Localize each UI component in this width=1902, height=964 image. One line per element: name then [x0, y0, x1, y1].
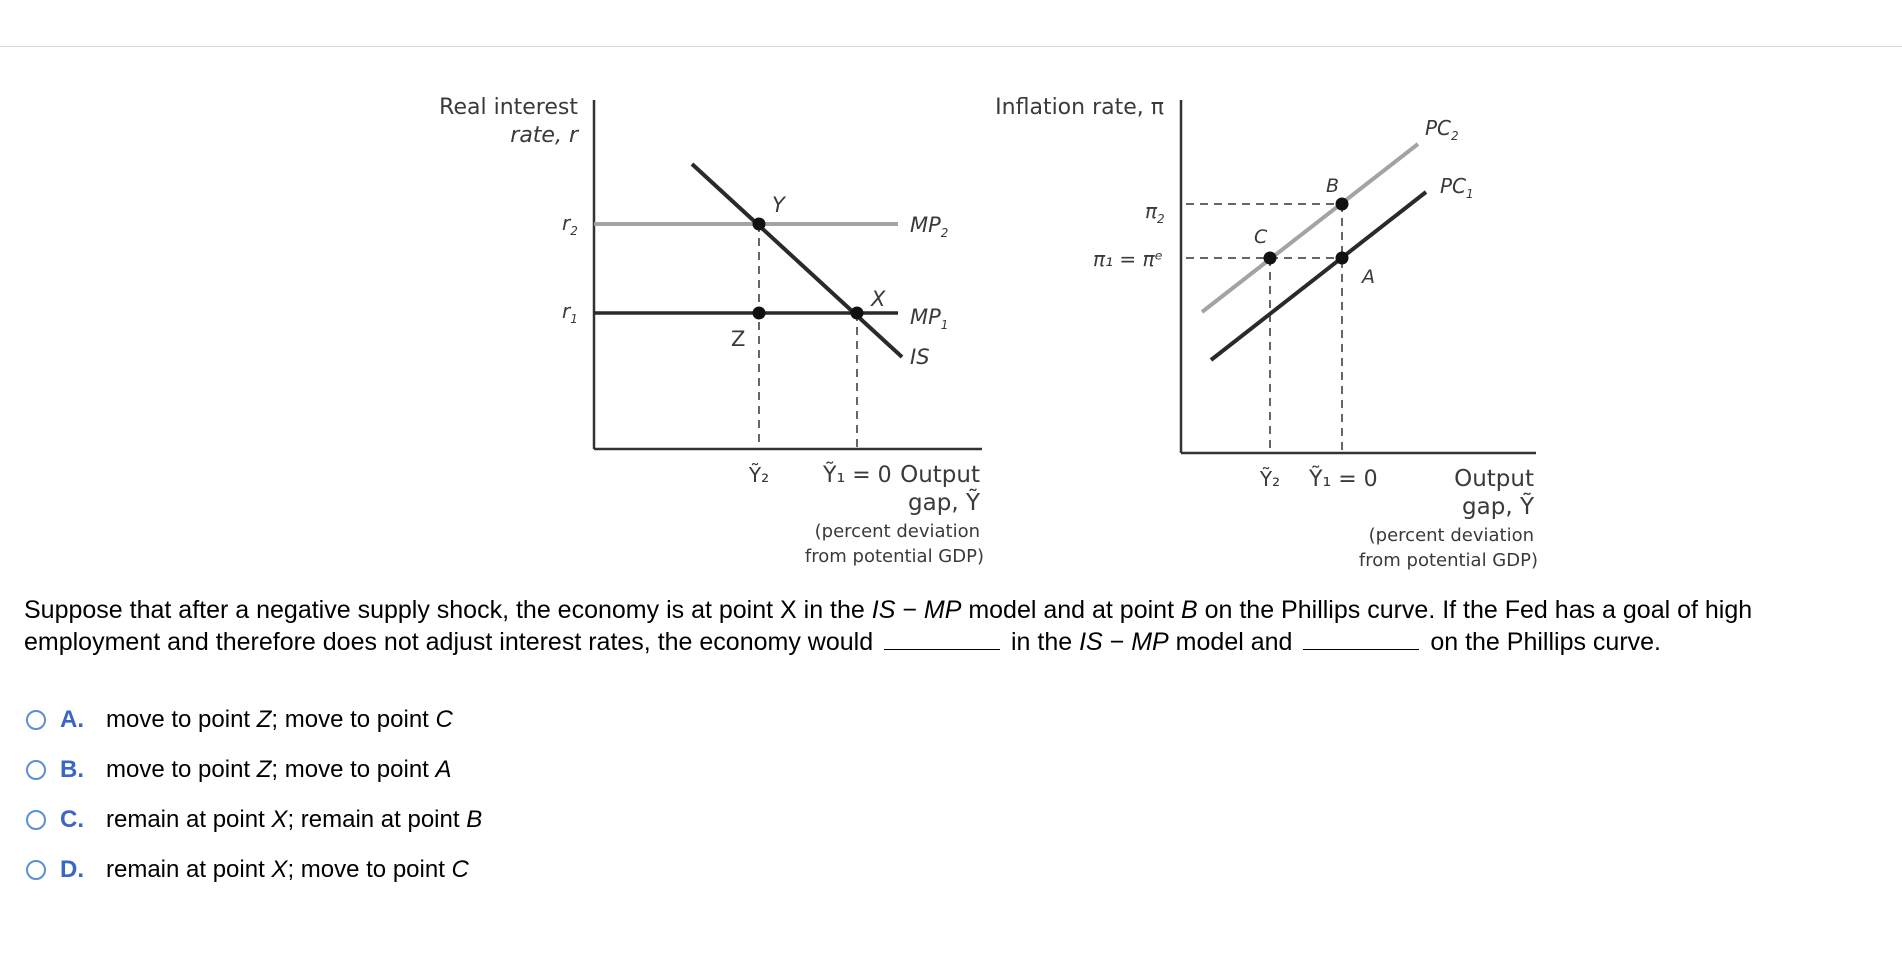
phillips-curve-panel: [995, 95, 1538, 571]
point-z: [753, 307, 766, 320]
y-axis-label-line2: rate, r: [510, 123, 578, 148]
pi2-label: $\pi_2$: [1145, 199, 1165, 226]
radio-button-icon[interactable]: [26, 860, 46, 880]
answer-blank-2: [1303, 629, 1419, 650]
x-axis-label-line1: Output: [900, 462, 980, 488]
point-y-label: Y: [772, 193, 785, 217]
point-x: [851, 307, 864, 320]
choice-text: remain at point X; remain at point B: [106, 806, 483, 833]
point-a-label: A: [1362, 266, 1375, 288]
point-c: [1264, 252, 1277, 265]
pc1-curve: [1211, 192, 1426, 360]
x-axis-note-line2: from potential GDP): [804, 546, 984, 567]
point-b: [1336, 198, 1349, 211]
point-c-label: C: [1254, 226, 1268, 248]
mp1-label: $MP_1$: [910, 305, 949, 332]
right-x-axis-note-line2: from potential GDP): [1358, 550, 1538, 571]
is-mp-panel: [439, 95, 984, 567]
is-curve: [692, 164, 902, 357]
choice-text: move to point Z; move to point C: [106, 706, 453, 733]
right-x-axis-note-line1: (percent deviation: [1368, 525, 1534, 546]
choice-letter: C.: [60, 806, 84, 833]
choice-letter: B.: [60, 756, 84, 783]
choice-d[interactable]: [26, 845, 482, 895]
x-axis-note-line1: (percent deviation: [814, 521, 980, 542]
choice-letter: D.: [60, 856, 84, 883]
right-tick-y1: Ỹ₁ = 0: [1309, 467, 1378, 492]
radio-button-icon[interactable]: [26, 760, 46, 780]
answer-choices: [26, 695, 482, 895]
is-label: IS: [910, 345, 930, 369]
pi1-label: π₁ = πᵉ: [1093, 247, 1163, 271]
choice-text: remain at point X; move to point C: [106, 856, 469, 883]
r2-label: $r_2$: [562, 211, 578, 238]
question-text: Suppose that after a negative supply shock, the economy is at point X in the IS − MP model and at point B on the Phillips curve. If the Fed has a goal of high employment and therefore does not adjust interest rates, the economy would in the IS − MP model and on the Phillips curve.: [24, 596, 1753, 656]
right-x-axis-label-line1: Output: [1454, 466, 1534, 492]
point-y: [753, 218, 766, 231]
right-x-axis-label-line2: gap, Ỹ: [1462, 494, 1534, 520]
point-z-label: Z: [731, 327, 746, 351]
tick-y1: Ỹ₁ = 0: [823, 463, 892, 488]
y-axis-label-line1: Real interest: [439, 95, 578, 120]
choice-b[interactable]: [26, 745, 482, 795]
choice-text: move to point Z; move to point A: [106, 756, 452, 783]
pc1-label: $PC_1$: [1440, 174, 1474, 201]
radio-button-icon[interactable]: [26, 810, 46, 830]
point-b-label: B: [1326, 175, 1340, 197]
point-a: [1336, 252, 1349, 265]
answer-blank-1: [884, 629, 1000, 650]
right-y-axis-label: Inflation rate, π: [995, 95, 1164, 120]
x-axis-label-line2: gap, Ỹ: [908, 490, 980, 516]
right-tick-y2: Ỹ₂: [1259, 467, 1281, 491]
choice-a[interactable]: [26, 695, 482, 745]
point-x-label: X: [871, 287, 886, 311]
choice-letter: A.: [60, 706, 84, 733]
radio-button-icon[interactable]: [26, 710, 46, 730]
r1-label: $r_1$: [562, 299, 578, 326]
choice-c[interactable]: [26, 795, 482, 845]
tick-y2: Ỹ₂: [748, 463, 770, 487]
mp2-label: $MP_2$: [910, 213, 949, 240]
pc2-curve: [1202, 144, 1418, 312]
pc2-label: $PC_2$: [1425, 116, 1459, 143]
